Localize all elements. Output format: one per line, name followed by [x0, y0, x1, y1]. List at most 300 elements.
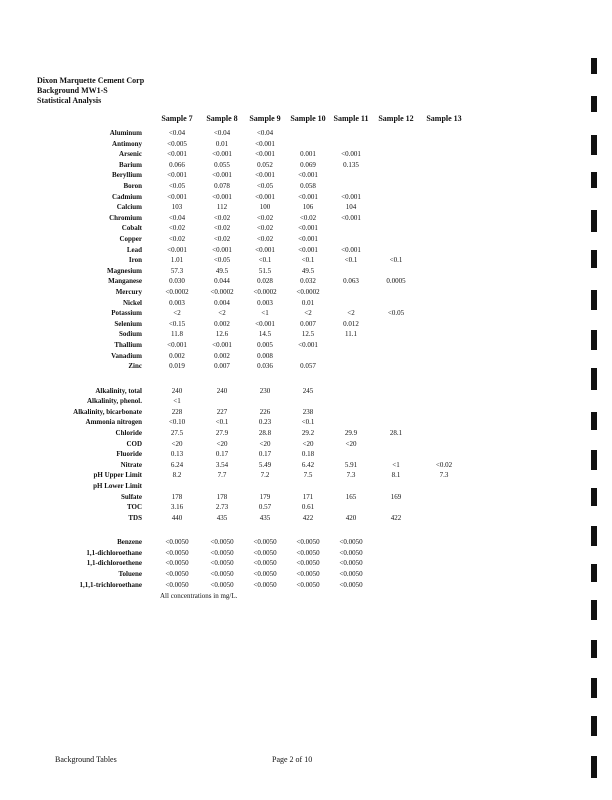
- table-cell: <0.0050: [339, 559, 363, 568]
- row-label: Magnesium: [107, 266, 142, 275]
- scan-edge-mark: [591, 526, 597, 546]
- row-label: 1,1-dichloroethane: [86, 548, 142, 557]
- table-row: [0, 407, 612, 417]
- table-cell: <0.04: [168, 213, 186, 222]
- table-cell: <0.0050: [210, 538, 234, 547]
- scan-edge-mark: [591, 135, 597, 155]
- table-cell: 422: [390, 513, 402, 522]
- table-cell: <0.001: [167, 171, 187, 180]
- scan-edge-mark: [591, 678, 597, 698]
- table-row: [0, 298, 612, 308]
- table-cell: 8.1: [391, 471, 401, 480]
- table-cell: 1.01: [170, 256, 184, 265]
- table-cell: 7.3: [346, 471, 356, 480]
- table-cell: <0.05: [387, 309, 405, 318]
- table-cell: <0.001: [341, 150, 361, 159]
- table-cell: 0.036: [257, 362, 273, 371]
- row-label: Antimony: [112, 139, 142, 148]
- table-cell: <0.1: [215, 418, 229, 427]
- table-cell: <0.05: [256, 182, 274, 190]
- scan-edge-mark: [591, 172, 597, 188]
- table-cell: <20: [259, 439, 271, 448]
- table-row: [0, 481, 612, 491]
- table-cell: 12.6: [215, 330, 229, 339]
- table-cell: <0.0050: [253, 559, 277, 568]
- row-label: Arsenic: [119, 150, 142, 159]
- scan-edge-mark: [591, 250, 597, 268]
- table-cell: <0.02: [299, 213, 317, 222]
- table-cell: 6.24: [170, 460, 184, 469]
- table-cell: 0.028: [257, 277, 273, 286]
- table-cell: <0.02: [168, 224, 186, 233]
- table-cell: 7.5: [303, 471, 313, 480]
- table-cell: <0.001: [212, 150, 232, 159]
- table-cell: <0.0050: [339, 548, 363, 557]
- table-cell: <0.0050: [296, 580, 320, 589]
- column-header: Sample 10: [290, 114, 326, 123]
- table-cell: 0.002: [214, 351, 230, 360]
- table-cell: 0.055: [214, 160, 230, 169]
- table-cell: 14.5: [258, 330, 272, 339]
- scan-edge-mark: [591, 450, 597, 470]
- table-cell: 0.030: [169, 277, 185, 286]
- table-cell: 104: [345, 203, 357, 212]
- table-cell: <0.005: [167, 139, 187, 148]
- table-cell: 2.73: [215, 503, 229, 512]
- table-cell: 178: [216, 492, 228, 501]
- table-cell: <2: [304, 309, 312, 318]
- table-cell: 11.1: [345, 330, 357, 339]
- table-cell: 0.13: [170, 450, 184, 459]
- row-label: Iron: [128, 256, 142, 265]
- row-label: Lead: [126, 245, 142, 254]
- table-cell: <0.0050: [253, 548, 277, 557]
- column-header: Sample 13: [426, 114, 462, 123]
- table-cell: <0.001: [167, 341, 187, 349]
- table-cell: <0.04: [168, 129, 186, 137]
- table-row: [0, 202, 612, 212]
- table-row: [0, 361, 612, 371]
- table-cell: 0.007: [214, 362, 230, 371]
- table-cell: 169: [390, 492, 402, 501]
- table-cell: <2: [218, 309, 226, 318]
- table-cell: <0.001: [255, 150, 275, 159]
- table-row: [0, 492, 612, 502]
- scan-edge-mark: [591, 640, 597, 658]
- row-label: Copper: [119, 235, 142, 243]
- table-row: [0, 170, 612, 180]
- table-cell: <0.0050: [210, 570, 234, 578]
- row-label: TDS: [128, 513, 142, 522]
- table-cell: 228: [171, 407, 183, 416]
- table-cell: <0.0050: [210, 559, 234, 568]
- table-cell: 0.17: [215, 450, 229, 459]
- table-cell: 179: [259, 492, 271, 501]
- table-row: [0, 558, 612, 568]
- table-cell: 0.61: [301, 503, 315, 512]
- table-cell: 0.004: [214, 298, 230, 307]
- table-cell: <0.0050: [339, 580, 363, 589]
- table-cell: <0.02: [213, 224, 231, 233]
- table-cell: <0.04: [213, 129, 231, 137]
- table-cell: 0.007: [300, 319, 316, 328]
- table-cell: 178: [171, 492, 183, 501]
- table-cell: <0.001: [341, 192, 361, 201]
- table-cell: 7.2: [260, 471, 270, 480]
- table-cell: <0.15: [168, 319, 186, 328]
- table-row: [0, 569, 612, 579]
- column-header: Sample 7: [161, 114, 193, 123]
- table-cell: 422: [302, 513, 314, 522]
- table-row: [0, 234, 612, 244]
- table-cell: <0.02: [256, 224, 274, 233]
- scan-edge-mark: [591, 756, 597, 778]
- table-cell: <0.02: [256, 213, 274, 222]
- row-label: Cobalt: [121, 224, 142, 233]
- table-cell: 0.18: [301, 450, 315, 459]
- table-cell: 49.5: [301, 266, 315, 275]
- row-label: COD: [126, 439, 142, 448]
- table-row: [0, 502, 612, 512]
- table-cell: <1: [173, 397, 181, 406]
- table-cell: 29.9: [344, 429, 358, 437]
- table-cell: <0.001: [255, 171, 275, 180]
- table-row: [0, 213, 612, 223]
- table-cell: <0.0050: [165, 570, 189, 578]
- table-cell: <1: [392, 460, 400, 469]
- table-cell: <0.001: [255, 192, 275, 201]
- table-cell: <0.02: [256, 235, 274, 243]
- table-cell: <0.1: [344, 256, 358, 265]
- table-cell: 0.008: [257, 351, 273, 360]
- row-label: Toluene: [118, 570, 142, 578]
- table-cell: <0.0002: [210, 288, 234, 296]
- table-cell: <0.001: [212, 245, 232, 254]
- row-label: Mercury: [115, 288, 142, 296]
- table-cell: 0.0005: [386, 277, 406, 286]
- table-cell: <2: [347, 309, 355, 318]
- table-cell: <0.0050: [339, 538, 363, 547]
- table-cell: <0.001: [212, 171, 232, 180]
- table-cell: 7.3: [439, 471, 449, 480]
- table-cell: <0.001: [167, 150, 187, 159]
- row-label: Sodium: [119, 330, 142, 339]
- row-label: TOC: [126, 503, 142, 512]
- table-cell: 49.5: [215, 266, 229, 275]
- table-cell: 5.49: [258, 460, 272, 469]
- table-row: [0, 223, 612, 233]
- scan-edge-mark: [591, 96, 597, 112]
- table-cell: 3.16: [170, 503, 184, 512]
- table-cell: <0.1: [301, 418, 315, 427]
- table-cell: 420: [345, 513, 357, 522]
- row-label: Vanadium: [111, 351, 142, 360]
- table-cell: 230: [259, 386, 271, 395]
- report-subtitle: Statistical Analysis: [37, 96, 102, 105]
- table-cell: 0.019: [169, 362, 185, 371]
- table-row: [0, 439, 612, 449]
- table-cell: 106: [302, 203, 314, 212]
- table-cell: 28.8: [258, 429, 272, 437]
- table-cell: <20: [345, 439, 357, 448]
- table-cell: 0.002: [214, 319, 230, 328]
- table-cell: 0.078: [214, 182, 230, 190]
- table-cell: <0.001: [212, 341, 232, 349]
- table-cell: <0.1: [258, 256, 272, 265]
- scan-edge-mark: [591, 330, 597, 350]
- table-row: [0, 128, 612, 138]
- table-cell: <0.10: [168, 418, 186, 427]
- company-name: Dixon Marquette Cement Corp: [37, 76, 145, 85]
- scan-edge-mark: [591, 368, 597, 390]
- table-cell: <0.02: [213, 235, 231, 243]
- table-row: [0, 449, 612, 459]
- table-cell: 27.5: [170, 429, 184, 437]
- table-cell: 171: [302, 492, 314, 501]
- table-row: [0, 276, 612, 286]
- table-cell: 8.2: [172, 471, 182, 480]
- scan-edge-mark: [591, 210, 597, 232]
- table-cell: <0.0002: [296, 288, 320, 296]
- table-cell: 0.01: [301, 298, 315, 307]
- table-cell: <0.001: [298, 224, 318, 233]
- table-cell: <0.001: [298, 245, 318, 254]
- row-label: Barium: [119, 160, 142, 169]
- page-number: Page 2 of 10: [272, 755, 313, 764]
- table-cell: 0.003: [257, 298, 273, 307]
- table-cell: <0.0050: [165, 538, 189, 547]
- table-cell: 112: [216, 203, 228, 212]
- row-label: 1,1-dichloroethene: [86, 559, 142, 568]
- table-cell: <1: [261, 309, 269, 318]
- table-cell: <0.001: [298, 192, 318, 201]
- row-label: Fluoride: [116, 450, 142, 459]
- table-cell: 11.8: [171, 330, 183, 339]
- table-cell: <0.001: [298, 235, 318, 243]
- table-cell: 240: [171, 386, 183, 395]
- table-cell: 238: [302, 407, 314, 416]
- row-label: Thallium: [114, 341, 142, 349]
- row-label: Zinc: [128, 362, 142, 371]
- row-label: Manganese: [108, 277, 142, 286]
- table-cell: 0.063: [343, 277, 359, 286]
- table-cell: 0.012: [343, 319, 359, 328]
- row-label: Selenium: [114, 319, 142, 328]
- table-cell: <0.0050: [165, 559, 189, 568]
- column-header: Sample 9: [249, 114, 281, 123]
- row-label: Cadmium: [112, 192, 142, 201]
- units-note: All concentrations in mg/L.: [160, 592, 238, 600]
- table-row: [0, 548, 612, 558]
- table-cell: <0.02: [435, 460, 453, 469]
- table-cell: 0.057: [300, 362, 316, 371]
- table-cell: <0.001: [341, 213, 361, 222]
- scan-edge-mark: [591, 58, 597, 74]
- column-header: Sample 11: [333, 114, 369, 123]
- table-cell: 227: [216, 407, 228, 416]
- table-cell: <0.0050: [210, 580, 234, 589]
- table-cell: 0.044: [214, 277, 230, 286]
- scan-edge-mark: [591, 716, 597, 736]
- table-cell: 7.7: [217, 471, 227, 480]
- row-label: Alkalinity, bicarbonate: [73, 407, 142, 416]
- row-label: Chromium: [109, 213, 142, 222]
- table-cell: <0.0050: [339, 570, 363, 578]
- table-cell: 57.3: [170, 266, 184, 275]
- table-row: [0, 580, 612, 590]
- table-row: [0, 160, 612, 170]
- table-row: [0, 255, 612, 265]
- table-cell: 0.57: [258, 503, 272, 512]
- row-label: Alkalinity, phenol.: [86, 397, 142, 406]
- table-cell: <0.001: [298, 341, 318, 349]
- row-label: 1,1,1-trichloroethane: [79, 580, 142, 589]
- table-cell: <0.0050: [253, 580, 277, 589]
- table-cell: <0.001: [255, 245, 275, 254]
- table-cell: 435: [216, 513, 228, 522]
- table-cell: <0.05: [213, 256, 231, 265]
- table-cell: 27.9: [215, 429, 229, 437]
- column-header: Sample 8: [206, 114, 238, 123]
- table-cell: 12.5: [301, 330, 315, 339]
- table-cell: 51.5: [258, 266, 272, 275]
- table-cell: 165: [345, 492, 357, 501]
- table-cell: 0.032: [300, 277, 316, 286]
- table-row: [0, 266, 612, 276]
- table-cell: 103: [171, 203, 183, 212]
- table-cell: <0.0002: [165, 288, 189, 296]
- scan-edge-mark: [591, 600, 597, 620]
- table-cell: 29.2: [301, 429, 315, 437]
- row-label: Boron: [123, 182, 142, 190]
- table-cell: <0.02: [168, 235, 186, 243]
- row-label: Nickel: [122, 298, 142, 307]
- table-cell: 100: [259, 203, 271, 212]
- table-cell: <0.001: [298, 171, 318, 180]
- table-row: [0, 329, 612, 339]
- table-cell: <0.001: [212, 192, 232, 201]
- table-cell: <0.05: [168, 182, 186, 190]
- table-cell: <20: [302, 439, 314, 448]
- table-cell: 5.91: [344, 460, 358, 469]
- table-row: [0, 537, 612, 547]
- table-cell: <20: [171, 439, 183, 448]
- table-cell: <20: [216, 439, 228, 448]
- table-cell: <0.001: [255, 319, 275, 328]
- table-cell: 0.01: [215, 139, 229, 148]
- row-label: Chloride: [115, 429, 142, 437]
- row-label: Nitrate: [120, 460, 142, 469]
- table-cell: 0.066: [169, 160, 185, 169]
- table-row: [0, 181, 612, 191]
- table-cell: <0.0050: [253, 538, 277, 547]
- table-cell: 440: [171, 513, 183, 522]
- row-label: Calcium: [116, 203, 142, 212]
- table-cell: <0.001: [341, 245, 361, 254]
- table-cell: <2: [173, 309, 181, 318]
- table-cell: 0.069: [300, 160, 316, 169]
- table-row: [0, 396, 612, 406]
- row-label: Benzene: [117, 538, 142, 547]
- footer-left: Background Tables: [55, 755, 117, 764]
- table-cell: <0.0050: [210, 548, 234, 557]
- table-row: [0, 149, 612, 159]
- row-label: Sulfate: [121, 492, 142, 501]
- table-cell: 0.002: [169, 351, 185, 360]
- table-cell: 0.005: [257, 341, 273, 349]
- table-cell: <0.0002: [253, 288, 277, 296]
- table-cell: <0.0050: [296, 559, 320, 568]
- row-label: Ammonia nitrogen: [85, 418, 142, 427]
- table-cell: 240: [216, 386, 228, 395]
- table-cell: 435: [259, 513, 271, 522]
- table-cell: <0.0050: [253, 570, 277, 578]
- table-row: [0, 513, 612, 523]
- table-cell: 0.135: [343, 160, 359, 169]
- column-header: Sample 12: [378, 114, 414, 123]
- table-cell: <0.001: [167, 245, 187, 254]
- table-cell: <0.0050: [296, 548, 320, 557]
- table-cell: <0.0050: [296, 538, 320, 547]
- table-row: [0, 417, 612, 427]
- scan-edge-mark: [591, 564, 597, 582]
- table-row: [0, 340, 612, 350]
- table-row: [0, 428, 612, 438]
- table-row: [0, 386, 612, 396]
- table-cell: <0.001: [167, 192, 187, 201]
- table-row: [0, 319, 612, 329]
- row-label: Beryllium: [112, 171, 142, 180]
- table-row: [0, 460, 612, 470]
- table-cell: <0.0050: [165, 580, 189, 589]
- table-cell: 0.001: [300, 150, 316, 159]
- row-label: Alkalinity, total: [95, 386, 142, 395]
- table-cell: <0.04: [256, 129, 274, 137]
- table-cell: 28.1: [389, 429, 403, 437]
- table-cell: 0.003: [169, 298, 185, 307]
- table-row: [0, 192, 612, 202]
- table-cell: <0.0050: [296, 570, 320, 578]
- table-cell: <0.0050: [165, 548, 189, 557]
- table-cell: <0.02: [213, 213, 231, 222]
- table-cell: 0.23: [258, 418, 272, 427]
- table-row: [0, 470, 612, 480]
- table-cell: 0.058: [300, 182, 316, 190]
- table-cell: <0.1: [301, 256, 315, 265]
- scan-edge-mark: [591, 290, 597, 310]
- table-cell: 3.54: [215, 460, 229, 469]
- table-cell: 6.42: [301, 460, 315, 469]
- table-row: [0, 287, 612, 297]
- table-cell: 245: [302, 386, 314, 395]
- table-cell: <0.001: [255, 139, 275, 148]
- scan-edge-mark: [591, 488, 597, 506]
- row-label: pH Upper Limit: [93, 471, 142, 480]
- row-label: Potassium: [111, 309, 142, 318]
- table-row: [0, 139, 612, 149]
- table-row: [0, 245, 612, 255]
- row-label: pH Lower Limit: [93, 482, 142, 490]
- scan-edge-mark: [591, 412, 597, 430]
- table-cell: 226: [259, 407, 271, 416]
- table-row: [0, 308, 612, 318]
- table-cell: 0.17: [258, 450, 272, 459]
- row-label: Aluminum: [109, 129, 142, 137]
- table-cell: 0.052: [257, 160, 273, 169]
- table-cell: <0.1: [389, 256, 403, 265]
- table-row: [0, 351, 612, 361]
- well-name: Background MW1-S: [37, 86, 108, 95]
